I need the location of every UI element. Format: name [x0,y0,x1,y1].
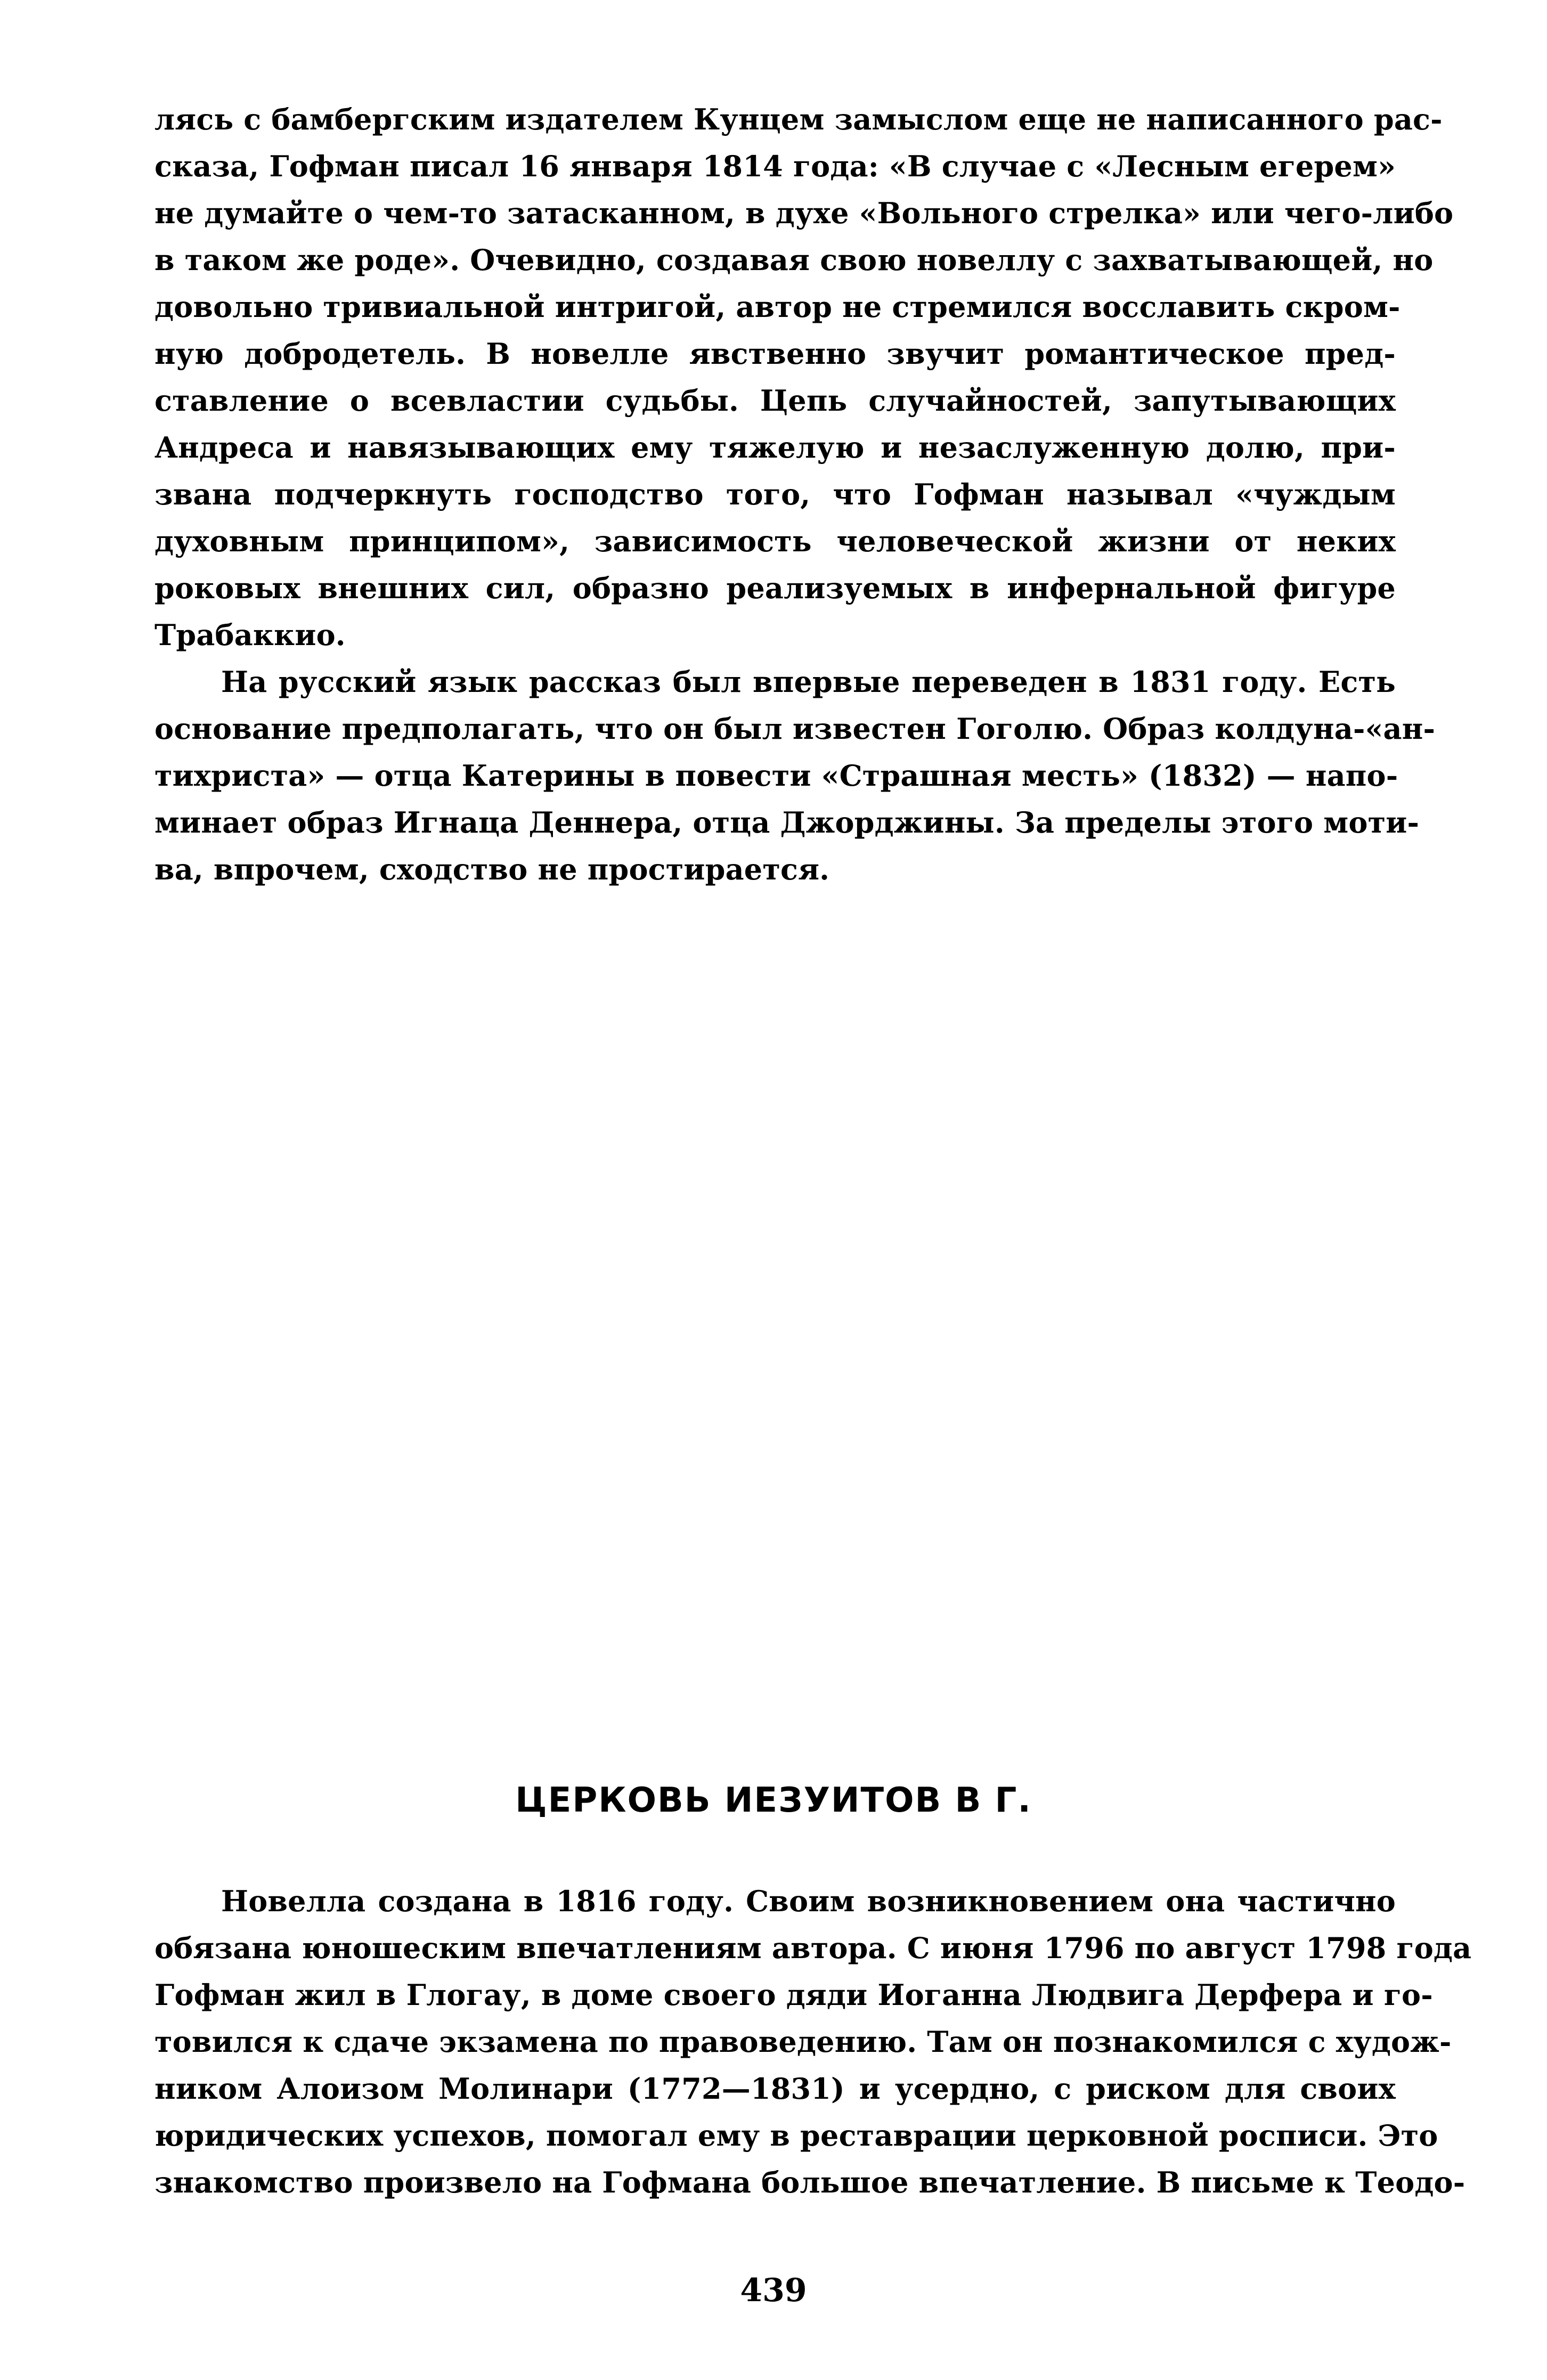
text-line: ставление о всевластии судьбы. Цепь случайностей, запутывающих [154,384,1396,418]
text-line: юридических успехов, помогал ему в реставрации церковной росписи. Это [154,2118,1438,2153]
text-line: На русский язык рассказ был впервые переведен в 1831 году. Есть [221,665,1396,699]
text-line: тихриста» — отца Катерины в повести «Страшная месть» (1832) — напо- [154,759,1398,793]
text-line: ва, впрочем, сходство не простирается. [154,852,830,886]
page-number: 439 [740,2272,807,2309]
text-line: знакомство произвело на Гофмана большое впечатление. В письме к Теодо- [154,2165,1465,2199]
text-line: обязана юношеским впечатлениям автора. С июня 1796 по август 1798 года [154,1931,1472,1965]
text-line: лясь с бамбергским издателем Кунцем замыслом еще не написанного рас- [154,102,1443,136]
text-line: духовным принципом», зависимость человеческой жизни от неких [154,524,1396,558]
text-line: довольно тривиальной интригой, автор не стремился восславить скром- [154,290,1401,324]
text-line: не думайте о чем-то затасканном, в духе «Вольного стрелка» или чего-либо [154,196,1454,230]
text-line: роковых внешних сил, образно реализуемых в инфернальной фигуре [154,571,1396,605]
text-line: сказа, Гофман писал 16 января 1814 года: «В случае с «Лесным егерем» [154,149,1396,183]
text-line: звана подчеркнуть господство того, что Гофман называл «чуждым [154,477,1396,511]
text-line: ную добродетель. В новелле явственно звучит романтическое пред- [154,337,1396,371]
text-line: Новелла создана в 1816 году. Своим возникновением она частично [221,1884,1396,1918]
text-line: в таком же роде». Очевидно, создавая свою новеллу с захватывающей, но [154,243,1434,277]
text-line: Трабаккио. [154,618,346,652]
text-block-bottom [154,1878,1472,2206]
text-line: основание предполагать, что он был известен Гоголю. Образ колдуна-«ан- [154,712,1436,746]
text-line: Гофман жил в Глогау, в доме своего дяди Иоганна Людвига Дерфера и го- [154,1978,1433,2012]
text-line: товился к сдаче экзамена по правоведению. Там он познакомился с худож- [154,2025,1452,2059]
text-line: Андреса и навязывающих ему тяжелую и незаслуженную долю, при- [154,430,1396,464]
section-title: ЦЕРКОВЬ ИЕЗУИТОВ В Г. [515,1781,1032,1820]
text-line: минает образ Игнаца Деннера, отца Джорджины. За пределы этого моти- [154,805,1420,839]
text-block-top [154,96,1454,893]
text-line: ником Алоизом Молинари (1772—1831) и усердно, с риском для своих [154,2072,1396,2106]
